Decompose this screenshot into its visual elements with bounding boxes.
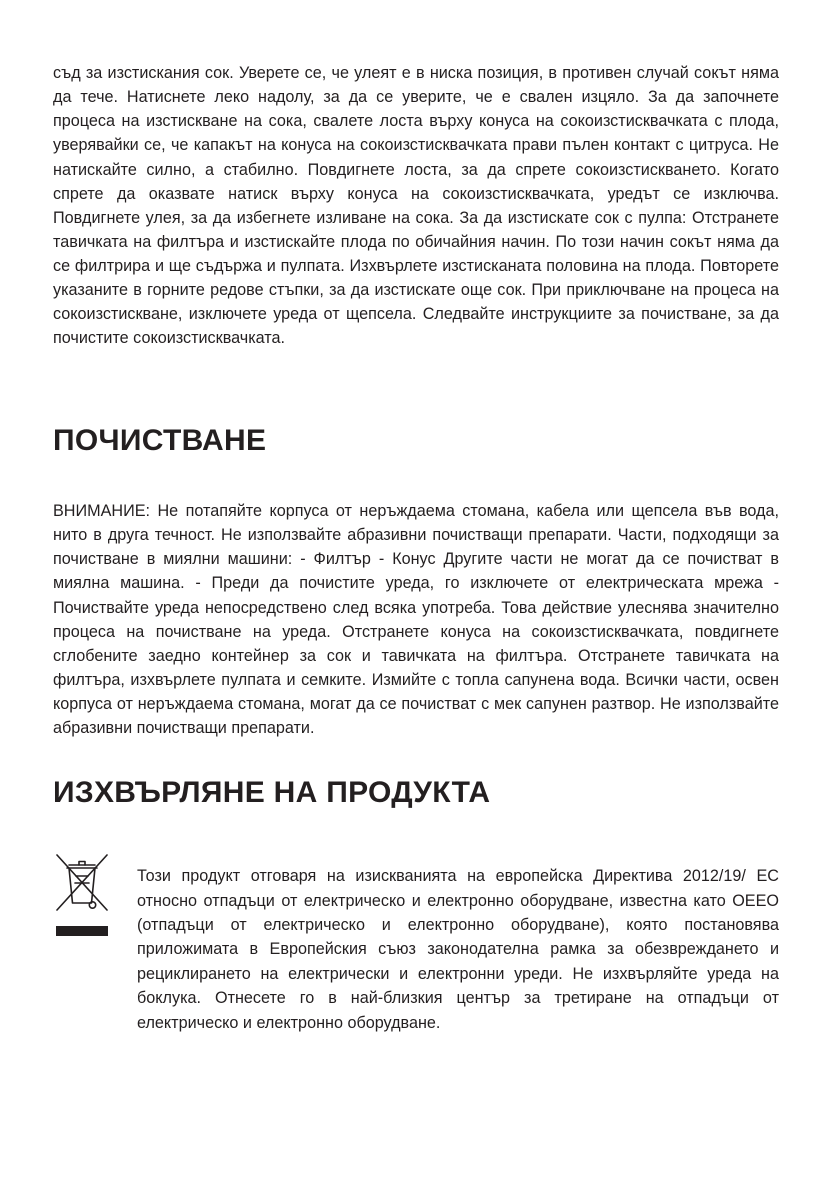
disposal-heading: ИЗХВЪРЛЯНЕ НА ПРОДУКТА bbox=[53, 776, 491, 809]
cleaning-heading: ПОЧИСТВАНЕ bbox=[53, 424, 267, 457]
intro-paragraph: съд за изстискания сок. Уверете се, че улеят е в ниска позиция, в противен случай сокът няма да тече. Натиснете леко надолу, за да се уверите, че е свален изцяло. За да започнете процеса на изстискване на сока, свалете лоста върху конуса на сокоизстисквачката с плода, уверявайки се, че капакът на конуса на сокоизстисквачката прави пълен контакт с цитруса. Не натискайте силно, а стабилно. Повдигнете лоста, за да спрете сокоизстискването. Когато спрете да оказвате натиск върху конуса на сокоизстисквачката, уредът се изключва. Повдигнете улея, за да избегнете изливане на сока. За да изстискате сок с пулпа: Отстранете тавичката на филтъра и изстискайте плода по обичайния начин. По този начин сокът няма да се филтрира и ще съдържа и пулпата. Изхвърлете изстисканата половина на плода. Повторете указаните в горните редове стъпки, за да изстискате още сок. При приключване на процеса на сокоизстискване, изключете уреда от щепсела. Следвайте инструкциите за почистване, за да почистите сокоизстисквачката. bbox=[53, 64, 779, 348]
cleaning-paragraph: ВНИМАНИЕ: Не потапяйте корпуса от неръждаема стомана, кабела или щепсела във вода, нито в друга течност. Не използвайте абразивни почистващи препарати. Части, подходящи за почистване в миялни машини: - Филтър - Конус Другите части не могат да се почистват в миялна машина. - Преди да почистите уреда, го изключете от електрическата мрежа - Почиствайте уреда непосредствено след всяка употреба. Това действие улеснява значително процеса на почистване на уреда. Отстранете конуса на сокоизстисквачката, повдигнете сглобените заедно контейнер за сок и тавичката на филтъра. Отстранете тавичката на филтъра, изхвърлете пулпата и семките. Измийте с топла сапунена вода. Всички части, освен корпуса от неръждаема стомана, могат да се почистват с мек сапунен разтвор. Не използвайте абразивни почистващи препарати. bbox=[53, 502, 779, 738]
disposal-paragraph: Този продукт отговаря на изискванията на европейска Директива 2012/19/ ЕС относно отпадъци от електрическо и електронно оборудване, известна като ОЕЕО (отпадъци от електрическо и електронно оборудване), която постановява приложимата в Европейския съюз законодателна рамка за обезвреждането и рециклирането на електрически и електронни уреди. Не изхвърляйте уреда на боклука. Отнесете го в най-близкия център за третиране на отпадъци от електрическо и електронно оборудване. bbox=[137, 867, 779, 1032]
crossed-out-wheelie-bin-icon bbox=[53, 852, 111, 938]
